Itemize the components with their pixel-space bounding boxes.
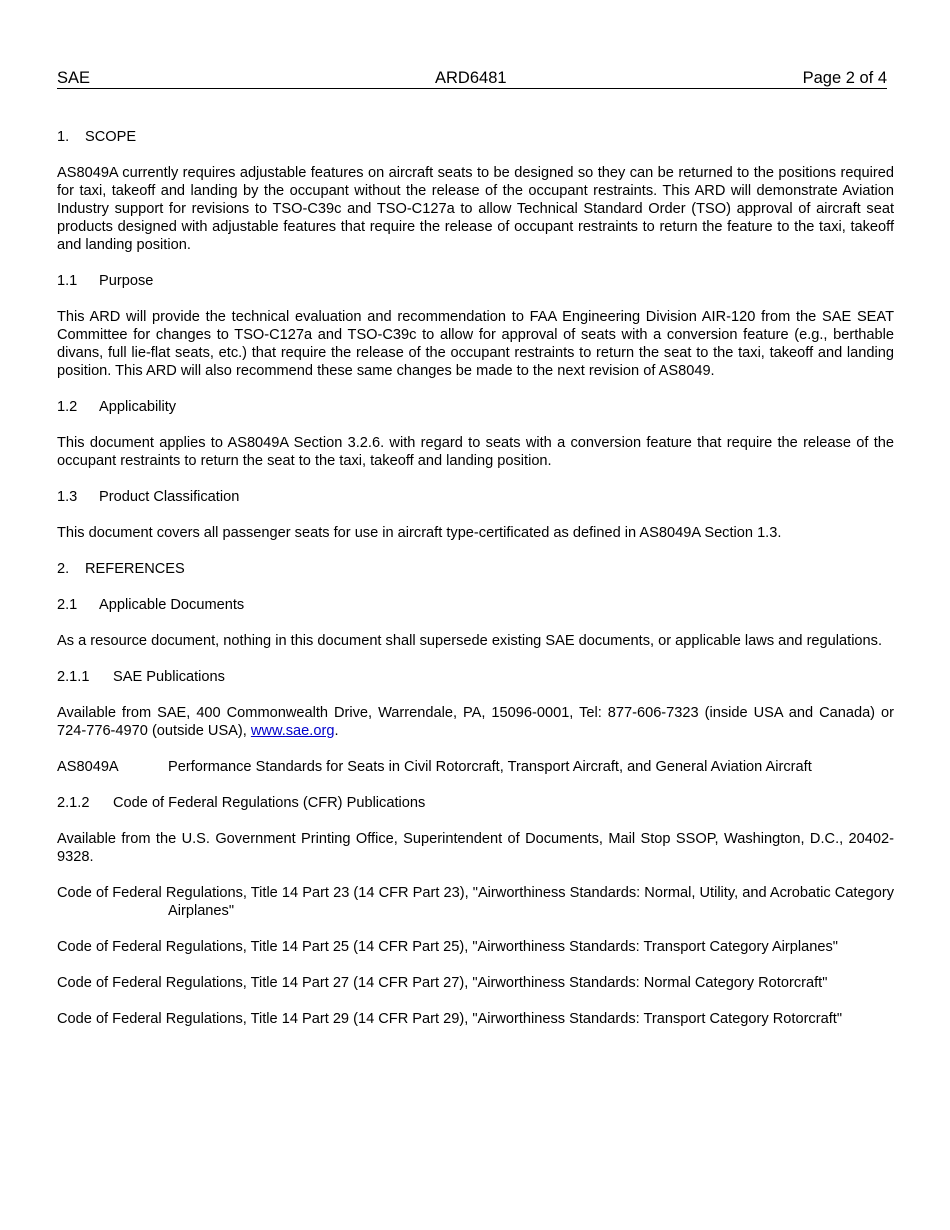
section-heading-references bbox=[57, 560, 894, 578]
section-number: 2.1.1 bbox=[57, 669, 90, 685]
section-heading-applicability bbox=[57, 398, 894, 416]
section-number: 2.1.2 bbox=[57, 795, 90, 811]
product-classification-paragraph: This document covers all passenger seats for use in aircraft type-certificated as defined in AS8049A Section 1.3. bbox=[57, 525, 782, 541]
scope-paragraph: AS8049A currently requires adjustable features on aircraft seats to be designed so they can be returned to the positions required for taxi, takeoff and landing by the occupant without the release of the occupant restraints. This ARD will demonstrate Aviation Industry support for revisions to TSO-C39c and TSO-C127a to allow Technical Standard Order (TSO) approval of aircraft seat products designed with adjustable features that require the release of occupant restraints to return the feature to the taxi, takeoff and landing position. bbox=[57, 165, 894, 253]
header-doc-number: ARD6481 bbox=[435, 69, 507, 87]
section-heading-purpose bbox=[57, 272, 894, 290]
cfr-reference-part-23: Code of Federal Regulations, Title 14 Part 23 (14 CFR Part 23), "Airworthiness Standards: Normal, Utility, and Acrobatic Category Airplanes" bbox=[57, 885, 894, 919]
applicable-documents-paragraph: As a resource document, nothing in this document shall supersede existing SAE documents, or applicable laws and regulations. bbox=[57, 633, 883, 649]
section-title: Code of Federal Regulations (CFR) Publications bbox=[113, 795, 426, 811]
sae-publications-paragraph bbox=[57, 704, 894, 740]
reference-title: Performance Standards for Seats in Civil Rotorcraft, Transport Aircraft, and General Aviation Aircraft bbox=[168, 759, 812, 775]
section-title: SCOPE bbox=[85, 129, 137, 145]
section-title: Applicability bbox=[99, 399, 177, 415]
sae-availability-text: Available from SAE, 400 Commonwealth Drive, Warrendale, PA, 15096-0001, Tel: 877-606-7323 (inside USA and Canada) or 724-776-4970 (outside USA), bbox=[57, 705, 894, 739]
cfr-reference-part-25: Code of Federal Regulations, Title 14 Part 25 (14 CFR Part 25), "Airworthiness Standards: Transport Category Airplanes" bbox=[57, 939, 838, 955]
section-title: SAE Publications bbox=[113, 669, 225, 685]
section-number: 2. bbox=[57, 561, 70, 577]
section-heading-scope bbox=[57, 128, 894, 146]
sae-availability-end: . bbox=[334, 723, 339, 739]
purpose-paragraph: This ARD will provide the technical evaluation and recommendation to FAA Engineering Division AIR-120 from the SAE SEAT Committee for changes to TSO-C127a and TSO-C39c to allow for approval of seats with a conversion feature (e.g., berthable divans, full lie-flat seats, etc.) that require the release of the occupant restraints to return the seat to the taxi, takeoff and landing position. This ARD will also recommend these same changes be made to the next revision of AS8049. bbox=[57, 309, 894, 379]
section-title: REFERENCES bbox=[85, 561, 185, 577]
header-org: SAE bbox=[57, 69, 91, 87]
cfr-reference-part-29: Code of Federal Regulations, Title 14 Part 29 (14 CFR Part 29), "Airworthiness Standards: Transport Category Rotorcraft" bbox=[57, 1011, 842, 1027]
section-heading-cfr-publications bbox=[57, 794, 894, 812]
cfr-availability-paragraph: Available from the U.S. Government Printing Office, Superintendent of Documents, Mail Stop SSOP, Washington, D.C., 20402-9328. bbox=[57, 831, 894, 865]
section-number: 1.1 bbox=[57, 273, 78, 289]
reference-code: AS8049A bbox=[57, 759, 119, 775]
cfr-reference-part-27: Code of Federal Regulations, Title 14 Part 27 (14 CFR Part 27), "Airworthiness Standards: Normal Category Rotorcraft" bbox=[57, 975, 828, 991]
section-title: Product Classification bbox=[99, 489, 240, 505]
section-number: 1. bbox=[57, 129, 70, 145]
section-heading-product-classification bbox=[57, 488, 894, 506]
section-heading-sae-publications bbox=[57, 668, 894, 686]
header-page-number: Page 2 of 4 bbox=[802, 69, 887, 87]
section-title: Purpose bbox=[99, 273, 154, 289]
section-number: 2.1 bbox=[57, 597, 78, 613]
page-header bbox=[57, 68, 887, 89]
sae-website-link[interactable]: www.sae.org bbox=[250, 723, 335, 739]
reference-entry-as8049a bbox=[57, 758, 894, 776]
applicability-paragraph: This document applies to AS8049A Section 3.2.6. with regard to seats with a conversion feature that require the release of the occupant restraints to return the seat to the taxi, takeoff and landing position. bbox=[57, 435, 894, 469]
section-title: Applicable Documents bbox=[99, 597, 245, 613]
section-number: 1.3 bbox=[57, 489, 78, 505]
section-number: 1.2 bbox=[57, 399, 78, 415]
document-body bbox=[57, 128, 894, 1046]
section-heading-applicable-documents bbox=[57, 596, 894, 614]
